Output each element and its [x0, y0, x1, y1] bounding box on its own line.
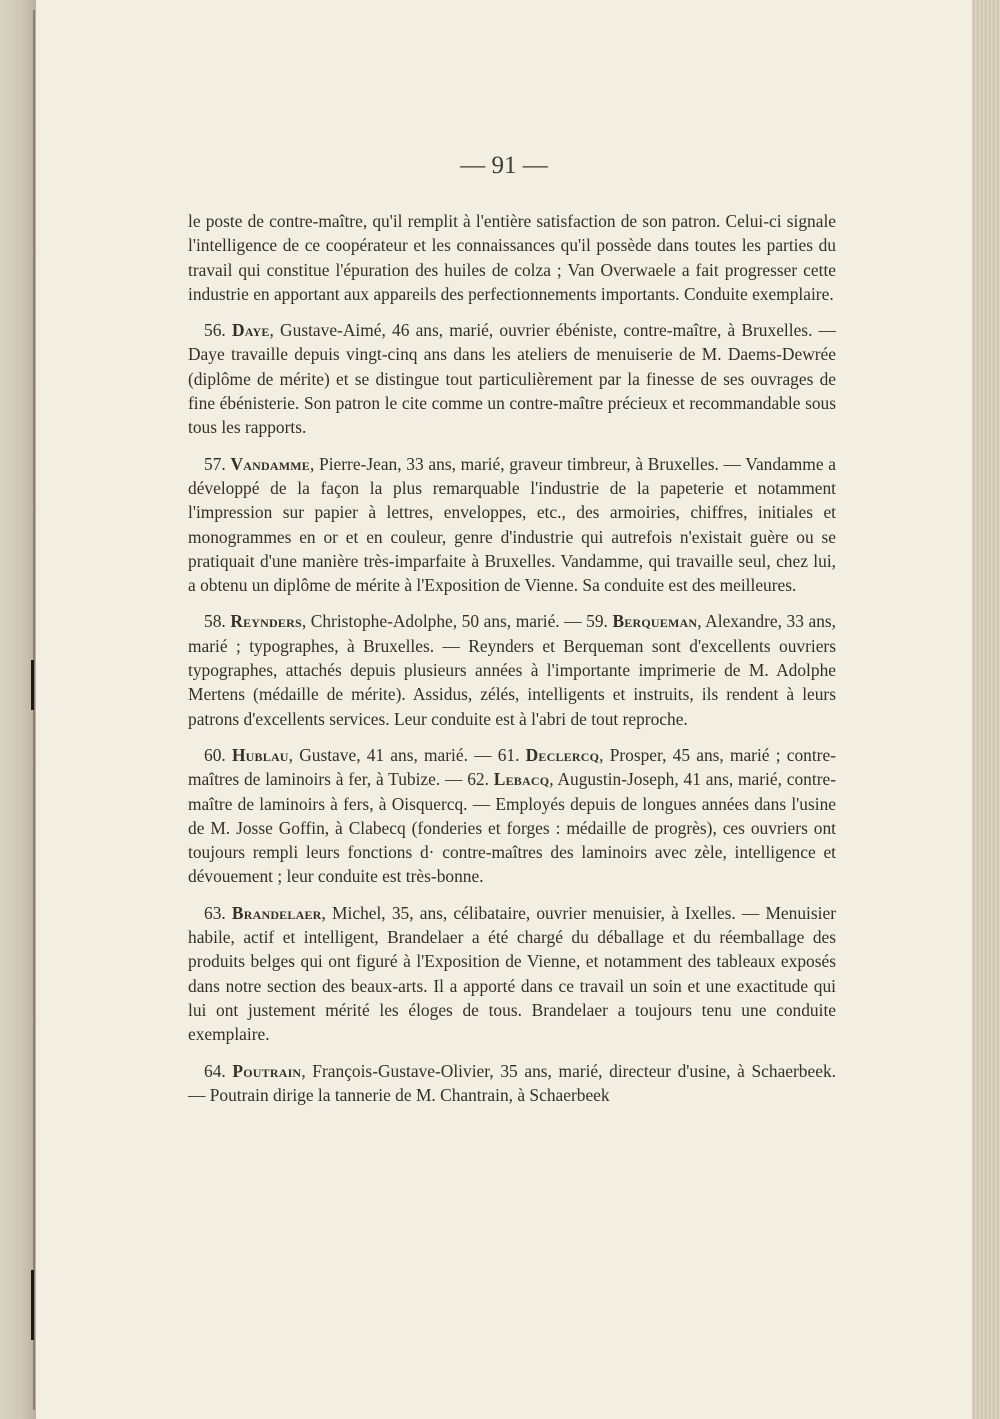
entry-56: [188, 318, 836, 439]
entry-name-3: Lebacq: [493, 769, 550, 790]
entry-text-2: , Prosper, 45 ans, marié ; contre-maîtres de laminoirs à fer, à Tubize. — 62.: [188, 744, 836, 790]
entry-text: , Pierre-Jean, 33 ans, marié, graveur timbreur, à Bruxelles. — Vandamme a développé de la façon la plus remarquable l'industrie de la papeterie et notamment l'impression sur papier à lettres, enveloppes, etc., des armoiries, chiffres, initiales et monogrammes en or et en couleur, genre d'industrie qui autrefois n'existait guère ou se pratiquait d'une manière très-imparfaite à Bruxelles. Vandamme, qui travaille seul, chez lui, a obtenu un diplôme de mérite à l'Exposition de Vienne. Sa conduite est des meilleures.: [188, 453, 836, 596]
paragraph-text: le poste de contre-maître, qu'il remplit à l'entière satisfaction de son patron. Celui-ci signale l'intelligence de ce coopérateur et les connaissances qu'il possède dans toutes les parties du travail qui constitue l'épuration des huiles de colza ; Van Overwaele a fait progresser cette industrie en apportant aux appareils des perfectionnements importants. Conduite exemplaire.: [188, 211, 836, 304]
entry-57: [188, 452, 836, 598]
entry-number: 63.: [204, 902, 226, 923]
page-stack-edge: [972, 0, 1000, 1419]
entry-text: , François-Gustave-Olivier, 35 ans, marié, directeur d'usine, à Schaerbeek. — Poutrain dirige la tannerie de M. Chantrain, à Schaerbeek: [188, 1060, 836, 1105]
paragraph-continuation: [188, 209, 836, 306]
entry-name: Hublau: [231, 744, 289, 765]
entry-text-2: , Alexandre, 33 ans, marié ; typographes, à Bruxelles. — Reynders et Berqueman sont d'excellents ouvriers typographes, attachés depuis plusieurs années à l'importante imprimerie de M. Adolphe Mertens (médaille de mérite). Assidus, zélés, intelligents et instruits, ils rendent à leurs patrons d'excellents services. Leur conduite est à l'abri de tout reproche.: [188, 611, 837, 729]
body-text: [188, 209, 836, 1119]
entry-64: [188, 1059, 836, 1108]
entry-name-2: Declercq: [525, 744, 600, 765]
entry-number: 57.: [204, 453, 226, 474]
entry-name: Daye: [231, 320, 270, 341]
entry-text: , Christophe-Adolphe, 50 ans, marié. — 59.: [301, 611, 608, 632]
entry-58-59: [188, 609, 836, 730]
entry-number: 56.: [204, 320, 226, 341]
entry-text: , Gustave, 41 ans, marié. — 61.: [288, 744, 520, 765]
gutter-fold-line: [33, 10, 35, 1410]
entry-name: Brandelaer: [231, 902, 322, 923]
page-number: — 91 —: [460, 152, 548, 179]
entry-60-62: [188, 743, 836, 889]
entry-name-2: Berqueman: [612, 611, 698, 632]
entry-text: , Michel, 35, ans, célibataire, ouvrier menuisier, à Ixelles. — Menuisier habile, actif et intelligent, Brandelaer a été chargé du déballage et du réemballage des produits belges qui ont figuré à l'Exposition de Vienne, et notamment des tableaux exposés dans notre section des beaux-arts. Il a apporté dans ce travail un soin et une exactitude qui lui ont justement mérité les éloges de tous. Brandelaer a toujours tenu une conduite exemplaire.: [188, 902, 836, 1045]
entry-text-3: , Augustin-Joseph, 41 ans, marié, contre-maître de laminoirs à fers, à Oisquercq. — Employés depuis de longues années dans l'usine de M. Josse Goffin, à Clabecq (fonderies et forges : médaille de progrès), ces ouvriers ont toujours rempli leurs fonctions d· contre-maîtres des laminoirs avec zèle, intelligence et dévouement ; leur conduite est très-bonne.: [188, 769, 837, 887]
entry-name: Poutrain: [232, 1060, 302, 1081]
margin-mark: [31, 660, 34, 710]
margin-mark: [31, 1270, 34, 1340]
entry-name: Vandamme: [230, 453, 310, 474]
entry-number: 60.: [204, 744, 226, 765]
entry-63: [188, 901, 836, 1047]
entry-text: , Gustave-Aimé, 46 ans, marié, ouvrier ébéniste, contre-maître, à Bruxelles. — Daye travaille depuis vingt-cinq ans dans les ateliers de menuiserie de M. Daems-Dewrée (diplôme de mérite) et se distingue tout particulièrement par la finesse de ses ouvrages de fine ébénisterie. Son patron le cite comme un contre-maître précieux et recommandable sous tous les rapports.: [188, 320, 836, 438]
entry-name: Reynders: [230, 611, 302, 632]
entry-number: 58.: [204, 611, 226, 632]
entry-number: 64.: [204, 1060, 226, 1081]
